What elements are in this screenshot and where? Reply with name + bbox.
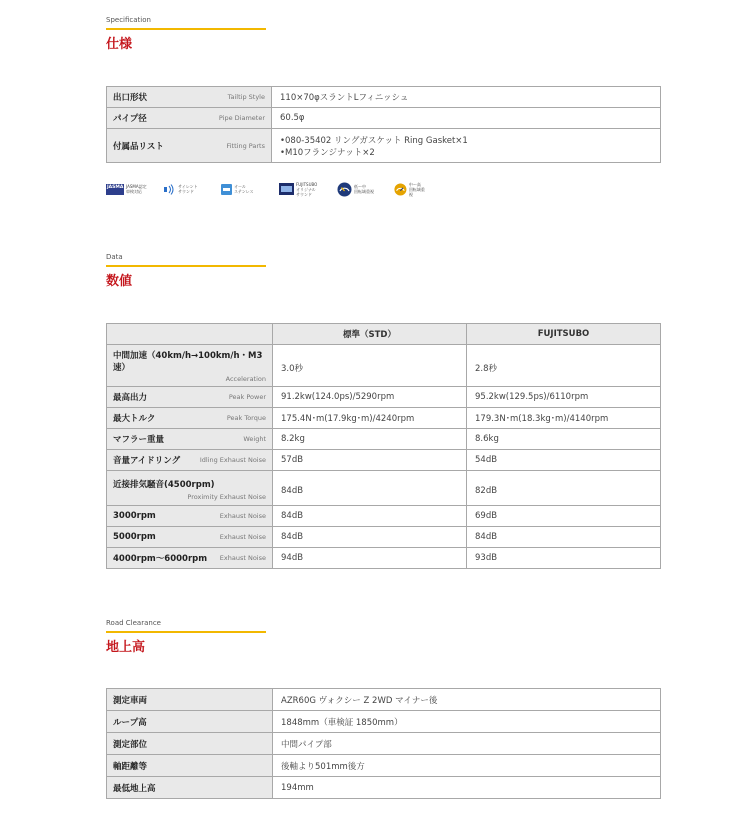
- row-label: 音量アイドリング: [113, 456, 181, 466]
- table-row: [107, 387, 661, 408]
- row-label: 最高出力: [113, 393, 148, 403]
- fujitsubo-value: 84dB: [467, 527, 661, 548]
- row-label: パイプ径: [113, 114, 147, 124]
- row-label-en: Exhaust Noise: [219, 554, 266, 562]
- row-label-en: Weight: [243, 435, 266, 443]
- std-value: 84dB: [273, 471, 467, 506]
- table-row: [107, 429, 661, 450]
- column-header: [107, 324, 273, 345]
- fujitsubo-value: 95.2kw(129.5ps)/6110rpm: [467, 387, 661, 408]
- fujitsubo-value: 54dB: [467, 450, 661, 471]
- row-label: 最大トルク: [113, 414, 156, 424]
- row-label: 測定部位: [107, 733, 273, 755]
- std-value: 84dB: [273, 527, 467, 548]
- row-label-en: Peak Power: [228, 393, 266, 401]
- row-label: 中間加速（40km/h→100km/h・M3速）: [113, 351, 263, 373]
- table-row: [107, 755, 661, 777]
- data-section: [106, 252, 661, 290]
- std-value: 91.2kw(124.0ps)/5290rpm: [273, 387, 467, 408]
- row-value: 後軸より501mm後方: [273, 755, 661, 777]
- row-label-en: Exhaust Noise: [219, 512, 266, 520]
- row-label: 付属品リスト: [113, 141, 164, 152]
- clearance-table-wrap: [106, 688, 661, 799]
- stainless-icon: オール ステンレス: [221, 179, 254, 199]
- row-label: 出口形状: [113, 93, 148, 103]
- table-row: [107, 733, 661, 755]
- spec-section: [106, 15, 661, 53]
- table-row: [107, 87, 661, 108]
- std-value: 175.4N･m(17.9kg･m)/4240rpm: [273, 408, 467, 429]
- column-header: 標準（STD）: [273, 324, 467, 345]
- table-row: [107, 711, 661, 733]
- clearance-section: [106, 618, 661, 656]
- row-label: ループ高: [107, 711, 273, 733]
- row-label: 4000rpm～6000rpm: [113, 554, 208, 564]
- clearance-underline: [106, 631, 266, 633]
- row-value: 194mm: [273, 777, 661, 799]
- feature-badges: [106, 179, 426, 201]
- row-value: 60.5φ: [272, 108, 661, 129]
- spec-eyebrow: Specification: [106, 16, 151, 24]
- row-label: マフラー重量: [113, 435, 165, 445]
- column-header: FUJITSUBO: [467, 324, 661, 345]
- row-label: 測定車両: [107, 689, 273, 711]
- table-row: [107, 450, 661, 471]
- spec-table: [106, 86, 661, 163]
- table-row: [107, 108, 661, 129]
- fujitsubo-value: 69dB: [467, 506, 661, 527]
- row-label-en: Exhaust Noise: [219, 533, 266, 541]
- fujitsubo-muffler-icon: FUJITSUBO オリジナル サウンド: [279, 179, 317, 199]
- spec-underline: [106, 28, 266, 30]
- data-heading: 数値: [106, 274, 133, 289]
- fujitsubo-value: 8.6kg: [467, 429, 661, 450]
- row-label: 軸距離等: [107, 755, 273, 777]
- row-label: 5000rpm: [113, 532, 156, 542]
- table-row: [107, 129, 661, 163]
- table-header-row: [107, 324, 661, 345]
- sound-wave-icon: サイレント サウンド: [164, 179, 198, 199]
- row-value: 110×70φスラントLフィニッシュ: [272, 87, 661, 108]
- table-row: [107, 527, 661, 548]
- clearance-eyebrow: Road Clearance: [106, 619, 161, 627]
- fujitsubo-value: 82dB: [467, 471, 661, 506]
- data-table-wrap: [106, 323, 661, 569]
- clearance-heading: 地上高: [106, 640, 146, 655]
- row-value: 中間パイプ部: [273, 733, 661, 755]
- table-row: [107, 345, 661, 387]
- table-row: [107, 408, 661, 429]
- data-underline: [106, 265, 266, 267]
- std-value: 94dB: [273, 548, 467, 569]
- row-value-line: •080-35402 リングガスケット Ring Gasket×1: [280, 135, 468, 146]
- fujitsubo-value: 2.8秒: [467, 345, 661, 387]
- std-value: 84dB: [273, 506, 467, 527]
- spec-table-wrap: [106, 86, 661, 163]
- table-row: [107, 548, 661, 569]
- row-label-en: Tailtip Style: [227, 93, 265, 101]
- clearance-table: [106, 688, 661, 799]
- row-value: AZR60G ヴォクシー Z 2WD マイナー後: [273, 689, 661, 711]
- jasma-icon: JASMA JASMA認定 車検対応: [107, 184, 147, 194]
- table-row: [107, 471, 661, 506]
- row-label-en: Proximity Exhaust Noise: [187, 492, 266, 501]
- row-label: 3000rpm: [113, 511, 156, 521]
- data-eyebrow: Data: [106, 253, 123, 261]
- data-table: [106, 323, 661, 569]
- row-label: 近接排気騒音(4500rpm): [113, 479, 215, 490]
- std-value: 57dB: [273, 450, 467, 471]
- mid-rpm-gauge-icon: 中～高 回転域重視: [394, 179, 426, 199]
- table-row: [107, 689, 661, 711]
- row-value: 1848mm（車検証 1850mm）: [273, 711, 661, 733]
- row-label-en: Peak Torque: [226, 414, 266, 422]
- low-rpm-gauge-icon: 低～中 回転域重視: [337, 179, 374, 199]
- std-value: 3.0秒: [273, 345, 467, 387]
- row-label-en: Pipe Diameter: [218, 114, 265, 122]
- row-value-line: •M10フランジナット×2: [280, 147, 375, 158]
- fujitsubo-value: 179.3N･m(18.3kg･m)/4140rpm: [467, 408, 661, 429]
- std-value: 8.2kg: [273, 429, 467, 450]
- spec-heading: 仕様: [106, 37, 133, 52]
- table-row: [107, 777, 661, 799]
- fujitsubo-value: 93dB: [467, 548, 661, 569]
- table-row: [107, 506, 661, 527]
- row-label: 最低地上高: [107, 777, 273, 799]
- row-label-en: Idling Exhaust Noise: [199, 456, 266, 464]
- row-label-en: Fitting Parts: [226, 141, 265, 150]
- row-label-en: Acceleration: [225, 375, 266, 383]
